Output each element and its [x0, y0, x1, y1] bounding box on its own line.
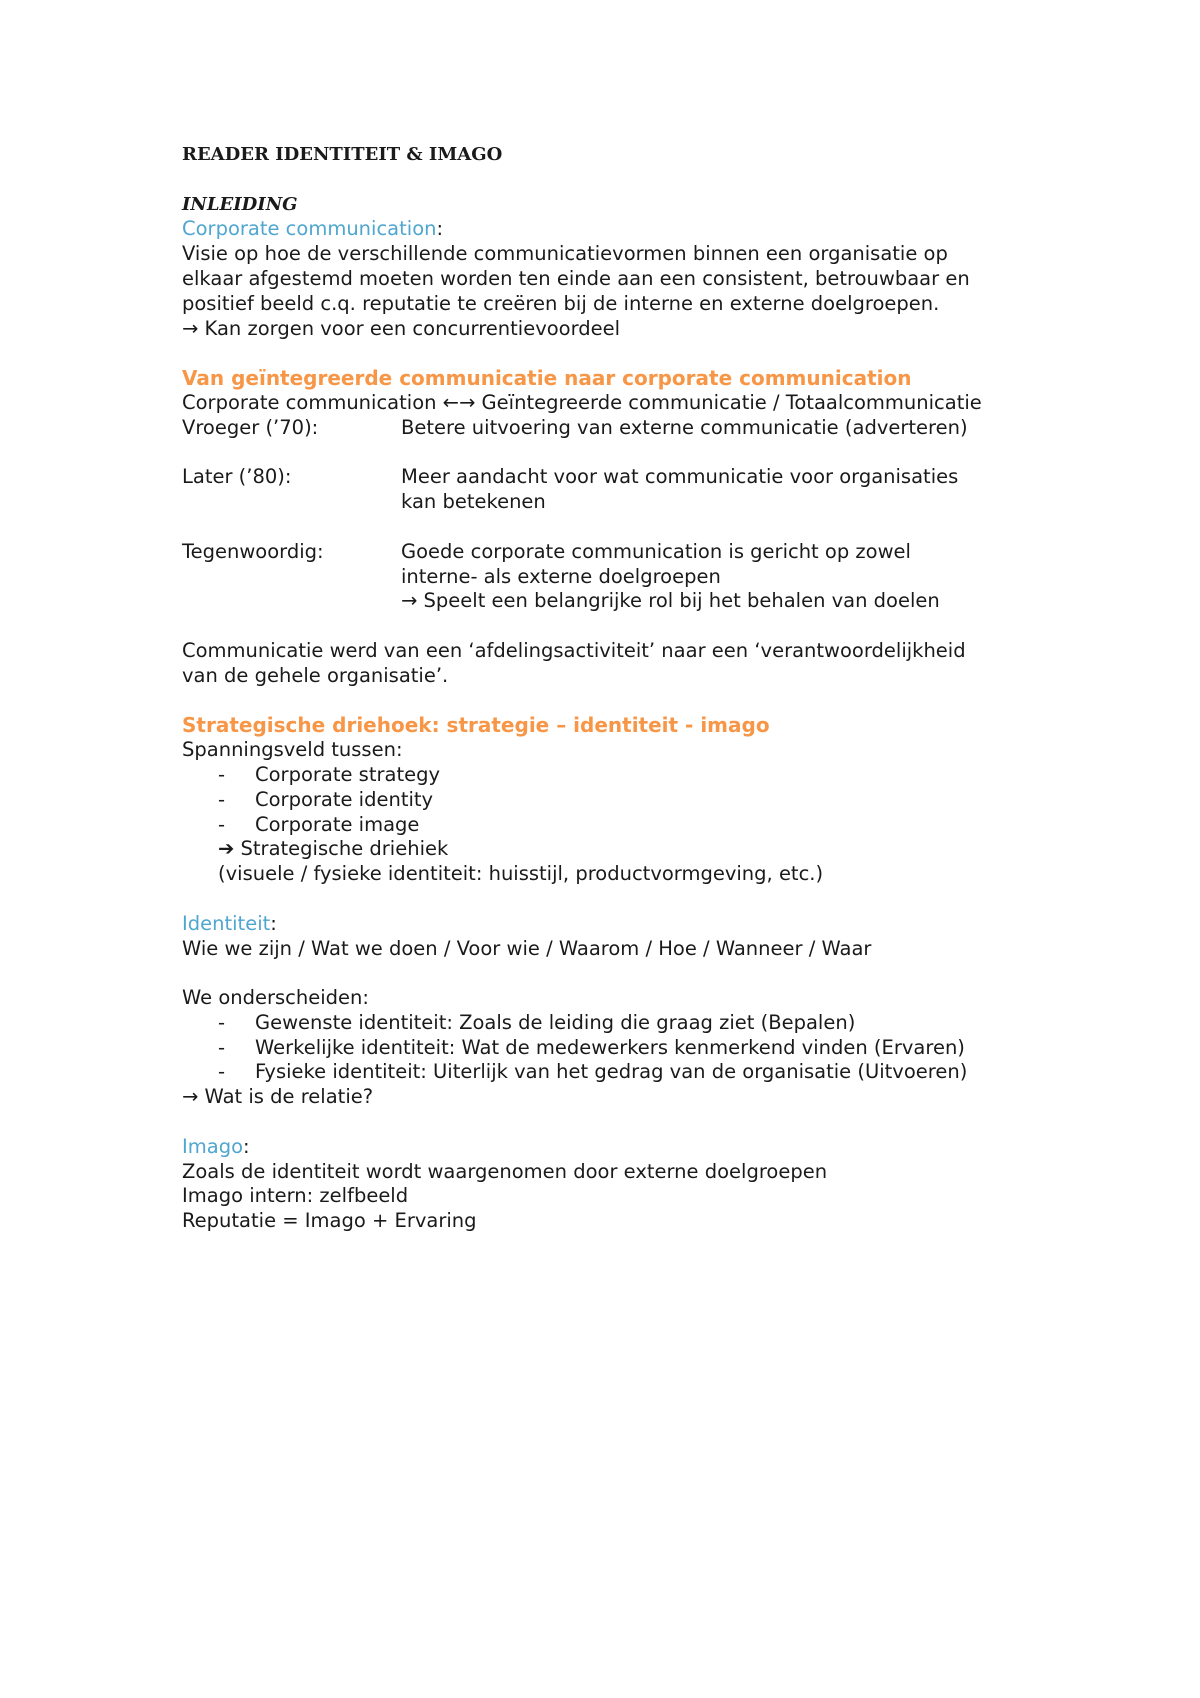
spacer — [182, 1110, 1062, 1135]
list-item — [182, 788, 1062, 813]
term-colon: : — [270, 911, 277, 935]
spacer — [182, 441, 1062, 466]
heading-geintegreerde-communicatie: Van geïntegreerde communicatie naar corporate communication — [182, 366, 912, 391]
definition-line: Visie op hoe de verschillende communicatievormen binnen een organisatie op — [182, 242, 948, 266]
period-description — [401, 465, 1062, 515]
list-item-text: Corporate identity — [255, 787, 434, 811]
arrow-line: → Kan zorgen voor een concurrentievoordeel — [182, 316, 621, 340]
spacer — [182, 515, 1062, 540]
document-title: READER IDENTITEIT & IMAGO — [182, 144, 503, 165]
period-line: interne- als externe doelgroepen — [401, 564, 721, 588]
period-row-tegenwoordig — [182, 540, 1062, 614]
period-label: Later (’80): — [182, 465, 292, 489]
period-label: Vroeger (’70): — [182, 415, 319, 439]
period-line: kan betekenen — [401, 490, 546, 514]
term-label: Imago — [182, 1134, 244, 1158]
dash-bullet: - — [218, 787, 226, 811]
spacer — [182, 614, 1062, 639]
list-item — [182, 1036, 1062, 1061]
identity-questions: Wie we zijn / Wat we doen / Voor wie / Waarom / Hoe / Wanneer / Waar — [182, 936, 872, 960]
paragraph-line: Communicatie werd van een ‘afdelingsactiviteit’ naar een ‘verantwoordelijkheid — [182, 638, 966, 662]
list-item — [182, 1011, 1062, 1036]
period-description — [401, 540, 1062, 614]
term-label: Identiteit — [182, 911, 271, 935]
spacer — [182, 961, 1062, 986]
list-item — [182, 763, 1062, 788]
imago-line: Imago intern: zelfbeeld — [182, 1184, 409, 1208]
period-row-vroeger — [182, 416, 1062, 441]
comparison-line: Corporate communication ←→ Geïntegreerde communicatie / Totaalcommunicatie — [182, 390, 982, 414]
heading-strategische-driehoek: Strategische driehoek: strategie – identiteit - imago — [182, 713, 770, 738]
heading-inleiding: INLEIDING — [182, 193, 298, 215]
dash-bullet: - — [218, 1060, 226, 1084]
period-label: Tegenwoordig: — [182, 539, 324, 563]
period-row-later — [182, 465, 1062, 515]
intro-line: Spanningsveld tussen: — [182, 738, 403, 762]
intro-line: We onderscheiden: — [182, 986, 369, 1010]
dash-bullet: - — [218, 762, 226, 786]
term-imago — [182, 1135, 1062, 1160]
dash-bullet: - — [218, 812, 226, 836]
list-item-text: Werkelijke identiteit: Wat de medewerkers kenmerkend vinden (Ervaren) — [255, 1035, 965, 1059]
list-item — [182, 1060, 1062, 1085]
period-line: Betere uitvoering van externe communicatie (adverteren) — [401, 415, 968, 439]
imago-line: Reputatie = Imago + Ervaring — [182, 1209, 477, 1233]
term-identiteit — [182, 912, 1062, 937]
arrow-line: ➔ Strategische driehiek — [218, 837, 449, 861]
list-item-text: Fysieke identiteit: Uiterlijk van het gedrag van de organisatie (Uitvoeren) — [255, 1060, 968, 1084]
term-colon: : — [436, 217, 444, 241]
spacer — [182, 887, 1062, 912]
term-corporate-communication — [182, 217, 1062, 242]
document-page — [182, 143, 1062, 1234]
dash-bullet: - — [218, 1010, 226, 1034]
imago-line: Zoals de identiteit wordt waargenomen door externe doelgroepen — [182, 1159, 828, 1183]
spacer — [182, 689, 1062, 714]
note-line: (visuele / fysieke identiteit: huisstijl, productvormgeving, etc.) — [218, 862, 824, 886]
spacer — [182, 341, 1062, 366]
definition-line: elkaar afgestemd moeten worden ten einde aan een consistent, betrouwbaar en — [182, 266, 970, 290]
paragraph-line: van de gehele organisatie’. — [182, 663, 449, 687]
term-label: Corporate communication — [182, 217, 437, 241]
period-line: → Speelt een belangrijke rol bij het behalen van doelen — [401, 589, 940, 613]
arrow-line: → Wat is de relatie? — [182, 1085, 374, 1109]
list-item-text: Corporate strategy — [255, 762, 441, 786]
term-colon: : — [243, 1134, 250, 1158]
spacer — [182, 168, 1062, 193]
list-item-text: Gewenste identiteit: Zoals de leiding die graag ziet (Bepalen) — [255, 1010, 856, 1034]
definition-line: positief beeld c.q. reputatie te creëren bij de interne en externe doelgroepen. — [182, 291, 940, 315]
period-description — [401, 416, 1062, 441]
dash-bullet: - — [218, 1035, 226, 1059]
period-line: Meer aandacht voor wat communicatie voor organisaties — [401, 465, 959, 489]
list-item — [182, 813, 1062, 838]
period-line: Goede corporate communication is gericht op zowel — [401, 539, 911, 563]
list-item-text: Corporate image — [255, 812, 420, 836]
